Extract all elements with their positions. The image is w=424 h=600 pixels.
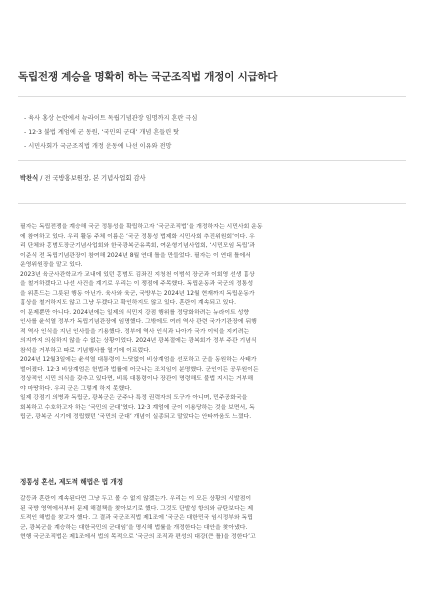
summary-bullet: - 12·3 불법 계엄에 군 동원, ‘국민의 군대’ 개념 흔들린 탓 bbox=[24, 129, 180, 136]
body-line: 흉상을 철거하지도 않고 그냥 두겠다고 확인하지도 않고 있다. 혼란이 계속되고 있다. bbox=[20, 300, 236, 307]
article-body-continued bbox=[20, 495, 406, 543]
body-line: 리 단체와 홍범도장군기념사업회와 한국광복군유족회, 여운형기념사업회, ‘시민모임 독립’과 bbox=[20, 243, 255, 250]
section-heading: 정통성 혼선, 제도적 해법은 법 개정 bbox=[20, 478, 124, 486]
body-line: 갈등과 혼란이 계속된다면 그냥 두고 볼 수 없지 않겠는가. 우리는 이 모든 상황의 시발점이 bbox=[20, 496, 252, 502]
body-line: 인사를 윤석열 정부가 독립기념관장에 임명했다. 그밖에도 여러 역사 관련 국가기관장에 뒤행 bbox=[20, 319, 257, 326]
summary-bullet: - 육사 홍상 논란에서 뉴라이트 독립기념관장 임명까지 혼란 극심 bbox=[24, 115, 198, 122]
body-line: 운영위원장을 맡고 있다. bbox=[20, 262, 83, 269]
body-line: 을 위혼드는 그릇된 행동 아닌가. 육사와 육군, 국방부는 2024년 12월 현재까지 독립운동가 bbox=[20, 290, 255, 297]
body-line: 립군, 광복군 시기에 정립했던 ‘국민의 군대’ 개념이 실종되고 말았다는 안타까움도 느꼈다. bbox=[20, 414, 252, 421]
body-line: 적 역사 인식을 지닌 인사들을 기용했다. 정부에 역사 인식과 나아가 국가 이익을 지키려는 bbox=[20, 328, 250, 335]
body-line: 이준식 전 독립기념관장이 참여해 2024년 8월 연대 틀을 만들었다. 필자는 이 연대 틀에서 bbox=[20, 252, 251, 259]
body-line: 을 철거하겠다고 나선 사건을 계기로 우리는 이 쟁점에 주목했다. 독립운동과 국군의 정통성 bbox=[20, 281, 254, 288]
article-body bbox=[20, 223, 406, 423]
author-byline bbox=[20, 173, 146, 182]
top-divider bbox=[18, 96, 406, 97]
body-line: 회복하고 수호하고자 하는 ‘국민의 군대’였다. 12·3 계엄에 군이 이용당하는 것을 보면서, 독 bbox=[20, 404, 255, 411]
body-line: 참석을 거부하고 따로 기념행사를 열기에 이르렀다. bbox=[20, 347, 151, 354]
body-line: 2024년 12월3일에는 윤석열 대통령이 느닷없이 비상계엄을 선포하고 군을 동원하는 사태가 bbox=[20, 357, 257, 364]
author-role: / 전 국방홍보원장, 본 기념사업회 감사 bbox=[40, 175, 146, 182]
article-title: 독립전쟁 계승을 명확히 하는 국군조직법 개정이 시급하다 bbox=[18, 71, 278, 83]
body-line: 필자는 독립전쟁을 계승해 국군 정통성을 확립하고자 ‘국군조직법’을 개정하자는 시민사회 운동 bbox=[20, 224, 263, 230]
summary-bullet: - 시민사회가 국군조직법 개정 운동에 나선 이유와 전망 bbox=[24, 143, 172, 150]
summary-bullets bbox=[24, 114, 404, 156]
author-name: 박찬식 bbox=[20, 175, 39, 182]
byline-divider bbox=[18, 203, 406, 204]
body-line: 야 마땅하다. 우리 군은 그렇게 하지 못했다. bbox=[20, 385, 132, 392]
body-line: 정상적인 시민 의식을 갖추고 있다면, 비록 대통령이나 장관이 명령해도 불법 지시는 거부해 bbox=[20, 376, 254, 383]
body-line: 에 참여하고 있다. 우리 활동 주체 이름은 ‘국군 정통성 법제화 시민사회 추진위원회’이다. 우 bbox=[20, 233, 255, 240]
body-line: 2023년 육군사관학교가 교내에 있던 홍범도 김좌진 지청천 이범석 장군과 이회영 선생 흉상 bbox=[20, 271, 255, 278]
body-line: 의지까지 의심하지 않을 수 없는 상황이었다. 2024년 광복절에는 광복회가 정부 주관 기념식 bbox=[20, 338, 257, 345]
body-line: 된 국방 영역에서부터 문제 해결책을 찾아보기로 했다. 그것도 단발성 항의와 규탄보다는 제 bbox=[20, 505, 254, 512]
body-line: 현행 국군조직법은 제1조에서 법의 목적으로 ‘국군의 조직과 편성의 대강(큰 틀)을 정한다’고 bbox=[20, 534, 256, 541]
body-line: 일제 강점기 의병과 독립군, 광복군은 군주나 특정 권력자의 도구가 아니며, 민주공화국을 bbox=[20, 395, 248, 402]
body-line: 이 문제뿐만 아니다. 2024년에는 일제의 식민지 강점 행위를 정당화하려는 뉴라이트 성향 bbox=[20, 309, 250, 316]
body-line: 벌어졌다. 12·3 비상계엄은 헌법과 법률에 어긋나는 조치임이 분명했다. 군인이든 공무원이든 bbox=[20, 366, 259, 373]
summary-divider bbox=[18, 160, 406, 161]
body-line: 군, 광복군을 계승하는 대한국민의 군대임’을 명시해 법률을 개정한다는 대안을 찾아냈다. bbox=[20, 524, 248, 531]
body-line: 도적인 해법을 찾고자 했다. 그 결과 국군조직법 제1조에 ‘국군은 대한민국 임시정부와 독립 bbox=[20, 515, 253, 522]
